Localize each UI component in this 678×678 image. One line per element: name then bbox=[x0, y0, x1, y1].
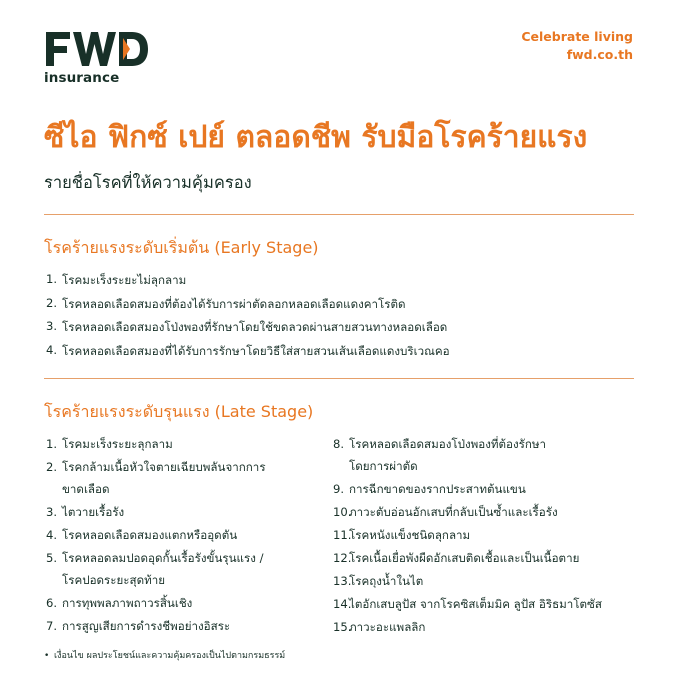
item-text: โรคหลอดเลือดสมองที่ต้องได้รับการผ่าตัดลอกหลอดเลือดแดงคาโรติด bbox=[62, 296, 406, 311]
item-number: 4. bbox=[46, 342, 58, 357]
item-text bbox=[349, 616, 425, 638]
item-line: ไตวายเรื้อรัง bbox=[62, 505, 125, 519]
list-item bbox=[333, 570, 643, 592]
list-item bbox=[46, 615, 326, 637]
item-line: ภาวะตับอ่อนอักเสบที่กลับเป็นซ้ำและเรื้อรัง bbox=[349, 505, 558, 519]
item-text bbox=[349, 547, 579, 569]
footnote-text: เงื่อนไข ผลประโยชน์และความคุ้มครองเป็นไปตามกรมธรรม์ bbox=[54, 651, 286, 661]
late-stage-list-right bbox=[333, 433, 643, 639]
item-number: 4. bbox=[46, 528, 58, 542]
page-title: ซีไอ ฟิกซ์ เปย์ ตลอดชีพ รับมือโรคร้ายแรง bbox=[44, 120, 588, 155]
item-number: 7. bbox=[46, 619, 58, 633]
item-line: การสูญเสียการดำรงชีพอย่างอิสระ bbox=[62, 619, 231, 633]
item-number: 8. bbox=[333, 437, 345, 451]
list-item bbox=[46, 319, 450, 343]
list-item bbox=[333, 501, 643, 523]
item-line: ไตอักเสบลูปัส จากโรคซิสเต็มมิค ลูปัส อิริธมาโตซัส bbox=[349, 597, 603, 611]
item-number: 13. bbox=[333, 574, 352, 588]
item-number: 3. bbox=[46, 319, 58, 333]
list-item bbox=[46, 592, 326, 614]
early-stage-list bbox=[46, 272, 450, 366]
item-number: 10. bbox=[333, 505, 352, 519]
item-text bbox=[62, 456, 266, 500]
item-text bbox=[349, 433, 546, 477]
page-subtitle: รายชื่อโรคที่ให้ความคุ้มครอง bbox=[44, 173, 252, 192]
list-item bbox=[46, 296, 450, 320]
item-text bbox=[62, 592, 192, 614]
item-line: การทุพพลภาพถาวรสิ้นเชิง bbox=[62, 596, 193, 610]
item-number: 1. bbox=[46, 272, 58, 286]
item-line: ขาดเลือด bbox=[62, 482, 110, 496]
item-number: 3. bbox=[46, 505, 58, 519]
item-line: โรคหลอดลมปอดอุดกั้นเรื้อรังขั้นรุนแรง / bbox=[62, 551, 264, 565]
item-number: 15. bbox=[333, 620, 352, 634]
list-item bbox=[46, 501, 326, 523]
item-text bbox=[349, 524, 470, 546]
item-line: โรคหนังแข็งชนิดลุกลาม bbox=[349, 528, 471, 542]
item-line: โรคมะเร็งระยะลุกลาม bbox=[62, 437, 173, 451]
tagline: Celebrate living bbox=[521, 29, 633, 44]
list-item bbox=[46, 524, 326, 546]
late-stage-list-left bbox=[46, 433, 326, 638]
item-number: 2. bbox=[46, 295, 58, 310]
item-line: ภาวะอะแพลลิก bbox=[349, 620, 426, 634]
late-stage-heading: โรคร้ายแรงระดับรุนแรง (Late Stage) bbox=[44, 402, 314, 421]
list-item bbox=[333, 593, 643, 615]
item-text bbox=[62, 524, 237, 546]
list-item bbox=[46, 547, 326, 591]
item-line: โรคหลอดเลือดสมองโป่งพองที่ต้องรักษา bbox=[349, 437, 547, 451]
item-text bbox=[62, 547, 263, 591]
item-text: โรคหลอดเลือดสมองโป่งพองที่รักษาโดยใช้ขดลวดผ่านสายสวนทางหลอดเลือด bbox=[62, 320, 448, 334]
website-link[interactable]: fwd.co.th bbox=[566, 47, 633, 62]
list-item bbox=[333, 616, 643, 638]
list-item bbox=[333, 547, 643, 569]
item-number: 6. bbox=[46, 596, 58, 610]
item-line: โรคหลอดเลือดสมองแตกหรืออุดตัน bbox=[62, 528, 238, 542]
item-line: โดยการผ่าตัด bbox=[349, 459, 418, 473]
list-item bbox=[333, 478, 643, 500]
fwd-logo bbox=[44, 28, 150, 86]
list-item bbox=[46, 343, 450, 367]
list-item bbox=[333, 524, 643, 546]
item-text bbox=[62, 433, 173, 455]
item-text bbox=[349, 478, 526, 500]
item-line: โรคเนื้อเยื่อพังผืดอักเสบติดเชื้อและเป็นเนื้อตาย bbox=[349, 551, 580, 565]
item-text bbox=[62, 501, 124, 523]
list-item bbox=[46, 433, 326, 455]
divider bbox=[44, 214, 634, 215]
early-stage-heading: โรคร้ายแรงระดับเริ่มต้น (Early Stage) bbox=[44, 238, 319, 257]
item-text bbox=[349, 501, 558, 523]
list-item bbox=[46, 272, 450, 296]
item-number: 2. bbox=[46, 460, 58, 474]
tagline-block bbox=[521, 28, 633, 64]
item-number: 1. bbox=[46, 437, 58, 451]
item-text: โรคมะเร็งระยะไม่ลุกลาม bbox=[62, 273, 187, 287]
item-text bbox=[62, 615, 230, 637]
item-text bbox=[349, 593, 602, 615]
item-text: โรคหลอดเลือดสมองที่ได้รับการรักษาโดยวิธีใส่สายสวนเส้นเลือดแดงบริเวณคอ bbox=[62, 343, 450, 358]
item-text bbox=[349, 570, 423, 592]
item-line: โรคปอดระยะสุดท้าย bbox=[62, 573, 166, 587]
list-item bbox=[46, 456, 326, 500]
divider bbox=[44, 378, 634, 379]
item-number: 14. bbox=[333, 597, 352, 611]
item-number: 12. bbox=[333, 551, 352, 565]
list-item bbox=[333, 433, 643, 477]
bullet-icon: • bbox=[44, 651, 50, 661]
footnote bbox=[44, 648, 285, 662]
item-line: โรคกล้ามเนื้อหัวใจตายเฉียบพลันจากการ bbox=[62, 460, 266, 474]
fwd-logo-mark bbox=[44, 28, 150, 68]
item-number: 5. bbox=[46, 551, 58, 565]
item-number: 9. bbox=[333, 482, 345, 496]
logo-subtitle: insurance bbox=[44, 70, 120, 86]
item-line: การฉีกขาดของรากประสาทต้นแขน bbox=[349, 482, 526, 496]
item-line: โรคถุงน้ำในไต bbox=[349, 574, 424, 588]
item-number: 11. bbox=[333, 528, 352, 542]
